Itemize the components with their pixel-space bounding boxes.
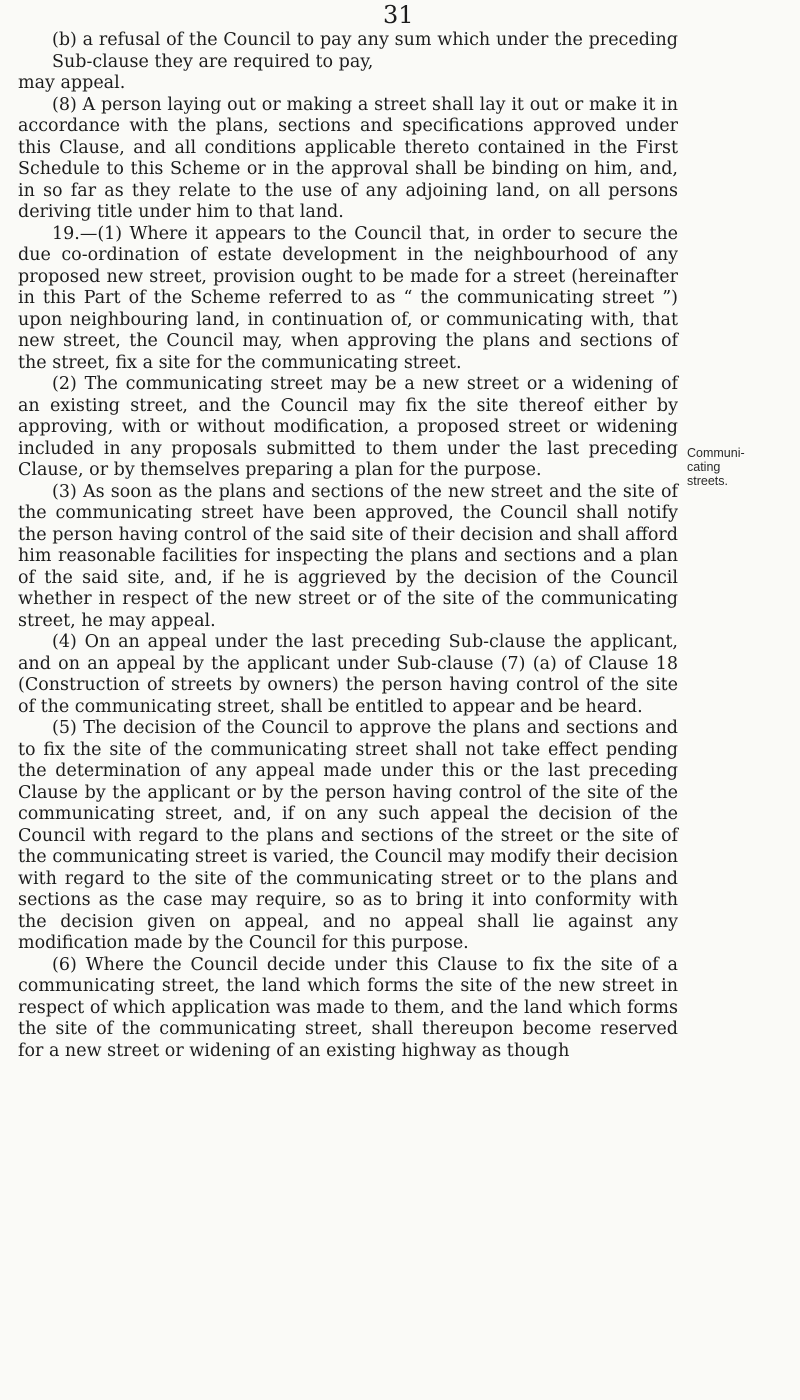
subclause-8: (8) A person laying out or making a street shall lay it out or make it in accordance with the plans, sections and specifications approved under this Clause, and all conditions applicable thereto contained in the First Schedule to this Scheme or in the approval shall be binding on him, and, in so far as they relate to the use of any adjoining land, on all persons deriving title under him to that land. — [18, 94, 678, 222]
margin-note — [687, 446, 787, 488]
clause-19-4: (4) On an appeal under the last preceding Sub-clause the applicant, and on an appeal by the applicant under Sub-clause (7) (a) of Clause 18 (Construction of streets by owners) the person having control of the site of the communicating street, shall be entitled to appear and be heard. — [18, 632, 678, 717]
appeal-line: may appeal. — [18, 73, 126, 93]
clause-19-6: (6) Where the Council decide under this Clause to fix the site of a communicating street, the land which forms the site of the new street in respect of which application was made to them, and the land which forms the site of the communicating street, shall thereupon become reserved for a new street or widening of an existing highway as though — [18, 954, 678, 1061]
clause-19-1: 19.—(1) Where it appears to the Council that, in order to secure the due co-ordination of estate development in the neighbourhood of any proposed new street, provision ought to be made for a street (hereinafter in this Part of the Scheme referred to as “ the communicating street ”) upon neighbouring land, in continuation of, or communicating with, that new street, the Council may, when approving the plans and sections of the street, fix a site for the communicating street. — [18, 223, 678, 373]
margin-note-line: cating — [687, 460, 721, 474]
clause-19-3: (3) As soon as the plans and sections of the new street and the site of the communicating street have been approved, the Council shall notify the person having control of the said site of their decision and shall afford him reasonable facilities for inspecting the plans and sections and a plan of the said site, and, if he is aggrieved by the decision of the Council whether in respect of the new street or of the site of the communicating street, he may appeal. — [18, 481, 678, 631]
margin-note-line: streets. — [687, 474, 728, 488]
subclause-b: (b) a refusal of the Council to pay any sum which under the preceding Sub-clause they are required to pay, — [52, 30, 678, 72]
page-number: 31 — [383, 1, 414, 29]
clause-19-2: (2) The communicating street may be a new street or a widening of an existing street, and the Council may fix the site thereof either by approving, with or without modification, a proposed street or widening included in any proposals submitted to them under the last preceding Clause, or by themselves preparing a plan for the purpose. — [18, 374, 678, 480]
margin-note-line: Communi- — [687, 446, 745, 460]
body-text — [18, 30, 678, 1062]
clause-19-5: (5) The decision of the Council to approve the plans and sections and to fix the site of the communicating street shall not take effect pending the determination of any appeal made under this or the last preceding Clause by the applicant or by the person having control of the site of the communicating street, and, if on any such appeal the decision of the Council with regard to the plans and sections of the street or the site of the communicating street is varied, the Council may modify their decision with regard to the site of the communicating street or to the plans and sections as the case may require, so as to bring it into conformity with the decision given on appeal, and no appeal shall lie against any modification made by the Council for this purpose. — [18, 718, 678, 953]
